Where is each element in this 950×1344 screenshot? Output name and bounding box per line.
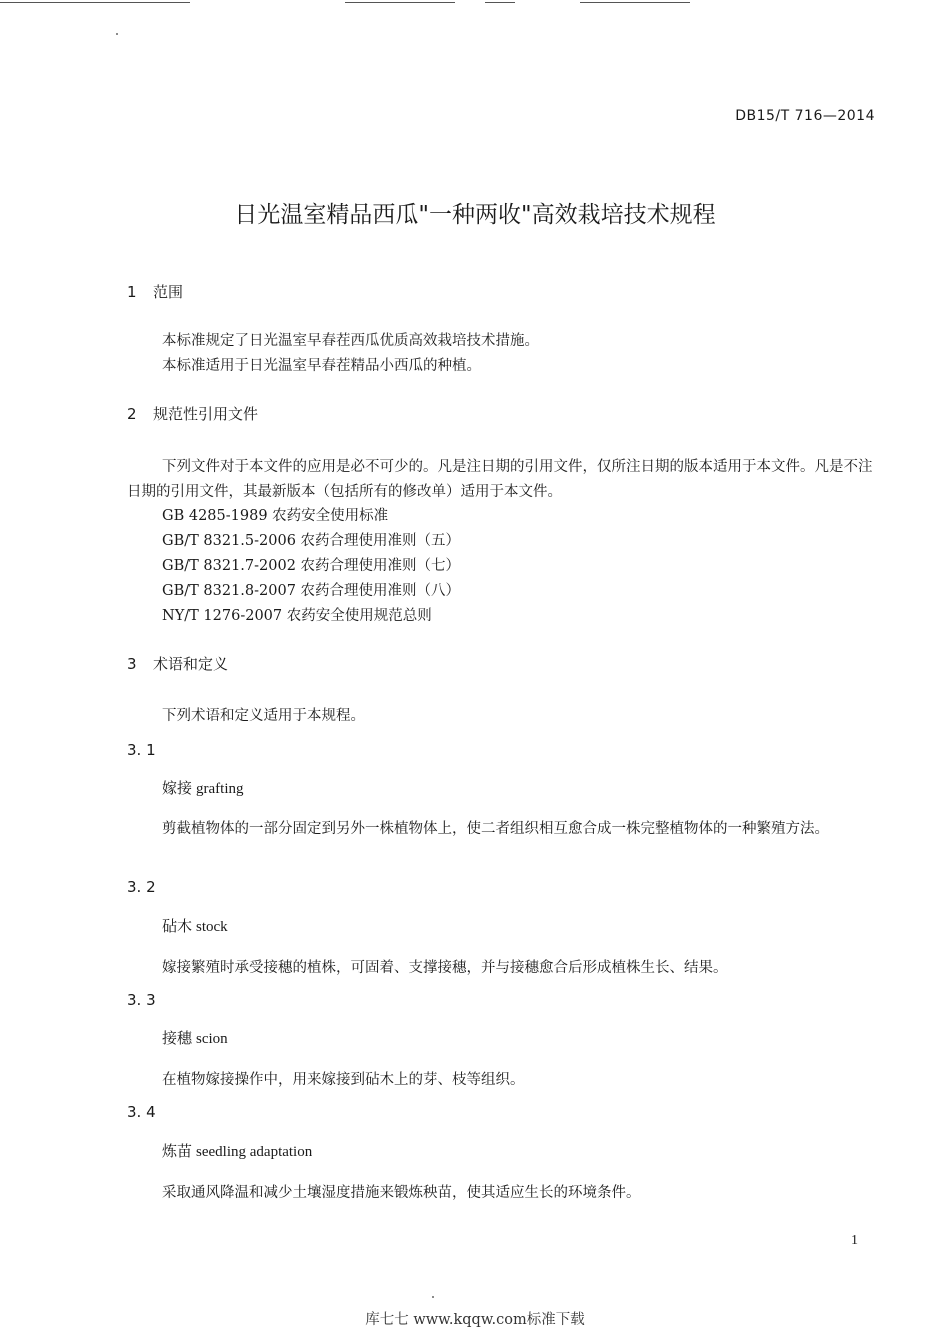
document-title: 日光温室精品西瓜"一种两收"高效栽培技术规程 [234,202,716,228]
section-3-heading [127,653,228,674]
scan-edge-line [485,2,515,3]
term-definition: 嫁接繁殖时承受接穗的植株，可固着、支撑接穗，并与接穗愈合后形成植株生长、结果。 [162,960,728,976]
reference-item: GB/T 8321.7-2002 农药合理使用准则（七） [162,558,461,574]
term-en: seedling adaptation [196,1144,313,1160]
term-definition: 在植物嫁接操作中，用来嫁接到砧木上的芽、枝等组织。 [162,1072,525,1088]
term-cn: 嫁接 [162,779,193,797]
scan-speck [432,1296,434,1298]
section-2-heading [127,403,258,424]
page-number: 1 [851,1233,858,1248]
clause-number: 3. 2 [127,878,156,896]
reference-item: GB 4285-1989 农药安全使用标准 [162,508,389,524]
scan-edge-line [0,2,190,3]
term-en: stock [196,919,228,935]
term-cn: 炼苗 [162,1142,193,1160]
clause-number: 3. 3 [127,991,156,1009]
section-title: 术语和定义 [153,655,229,673]
scan-edge-line [345,2,455,3]
section-title: 规范性引用文件 [153,405,259,423]
scan-speck [116,33,118,35]
term-definition: 采取通风降温和减少土壤湿度措施来锻炼秧苗，使其适应生长的环境条件。 [162,1185,641,1201]
clause-number: 3. 1 [127,741,156,759]
reference-item: GB/T 8321.8-2007 农药合理使用准则（八） [162,583,461,599]
section-number: 2 [127,405,137,423]
paragraph: 下列术语和定义适用于本规程。 [162,708,365,724]
section-number: 1 [127,283,137,301]
term-entry [162,777,244,798]
term-entry [162,915,228,936]
footer-watermark-text: 库七七 www.kqqw.com标准下载 [365,1312,585,1328]
term-definition: 剪截植物体的一部分固定到另外一株植物体上，使二者组织相互愈合成一株完整植物体的一种繁殖方法。 [162,821,829,837]
document-number: DB15/T 716—2014 [735,108,875,124]
term-en: scion [196,1031,228,1047]
section-number: 3 [127,655,137,673]
clause-number: 3. 4 [127,1103,156,1121]
section-title: 范围 [153,283,184,301]
paragraph: 本标准规定了日光温室早春茬西瓜优质高效栽培技术措施。 [162,333,539,349]
term-cn: 砧木 [162,917,193,935]
section-1-heading [127,281,183,302]
term-cn: 接穗 [162,1029,193,1047]
paragraph: 本标准适用于日光温室早春茬精品小西瓜的种植。 [162,358,481,374]
scan-edge-line [580,2,690,3]
term-entry [162,1140,312,1161]
reference-item: GB/T 8321.5-2006 农药合理使用准则（五） [162,533,461,549]
term-entry [162,1027,228,1048]
reference-item: NY/T 1276-2007 农药安全使用规范总则 [162,608,432,624]
term-en: grafting [196,781,244,797]
paragraph: 下列文件对于本文件的应用是必不可少的。凡是注日期的引用文件，仅所注日期的版本适用于本文件。凡是不注日期的引用文件，其最新版本（包括所有的修改单）适用于本文件。 [127,459,873,500]
